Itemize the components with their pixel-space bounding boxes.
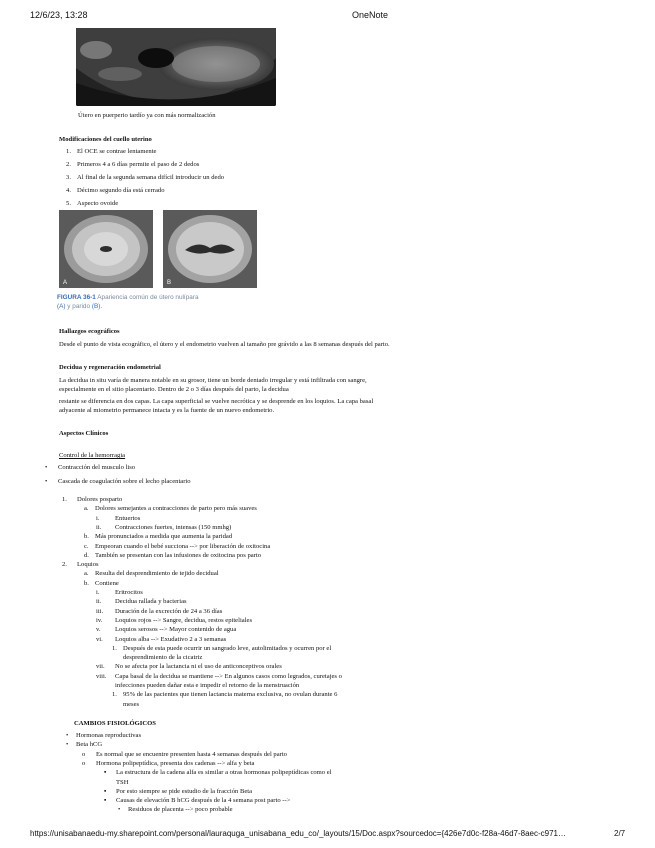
cervix-a-graphic bbox=[59, 210, 153, 288]
figure-caption bbox=[57, 294, 199, 311]
outline-text: Contracciones fuertes, intensas (150 mmhg) bbox=[115, 523, 232, 531]
outline-marker: vii. bbox=[96, 663, 105, 671]
decidua-paragraph-1: La decidua in situ varía de manera notable en su grosor, tiene un borde dentado irregular y está infiltrada con sangre, especialmente en el sitio placentario. Dentro de 2 o 3 días después del parto, la decidua bbox=[59, 377, 367, 394]
outline-marker: viii. bbox=[96, 672, 107, 680]
physio-text: Residuos de placenta --> poco probable bbox=[128, 806, 233, 814]
physio-text: Hormonas reproductivas bbox=[76, 732, 142, 739]
outline-text: Loquios rojos --> Sangre, decidua, restos epiteliales bbox=[115, 616, 253, 624]
outline-text: Loquios alba --> Exudativo 2 a 3 semanas bbox=[115, 635, 227, 643]
outline-marker: 1. bbox=[112, 691, 117, 699]
outline-text: Entuertos bbox=[115, 514, 141, 522]
ultrasound-caption: Útero en puerperio tardío ya con más normalización bbox=[78, 112, 216, 119]
outline-text: Dolores semejantes a contracciones de parto pero más suaves bbox=[95, 505, 257, 513]
outline-text: Eritrocitos bbox=[115, 589, 143, 596]
physio-marker: • bbox=[118, 806, 121, 814]
outline-marker: iv. bbox=[96, 616, 103, 624]
list-item: 4. Décimo segundo día está cerrado bbox=[66, 187, 165, 194]
ultrasound-graphic bbox=[76, 28, 276, 106]
outline-marker: ii. bbox=[96, 523, 102, 531]
outline-text: 95% de las pacientes que tienen lactancia materna exclusiva, no ovulan durante 6 bbox=[123, 691, 338, 699]
figure-caption-mid: y parido bbox=[65, 302, 92, 310]
decidua-section-title: Decidua y regeneración endometrial bbox=[59, 364, 161, 371]
outline-text: No se afecta por la lactancia ni el uso de anticonceptivos orales bbox=[115, 663, 282, 671]
clinical-section-title: Aspectos Clínicos bbox=[59, 430, 109, 437]
cervix-parous-image bbox=[163, 210, 257, 288]
outline-text: Loquios serosos --> Mayor contenido de agua bbox=[115, 626, 237, 634]
physio-marker: • bbox=[66, 732, 69, 739]
outline-marker: c. bbox=[84, 542, 89, 550]
physio-text: Hormona polipeptídica, presenta dos cadenas --> alfa y beta bbox=[96, 759, 255, 767]
outline-text: desprendimiento de la cicatriz bbox=[123, 654, 203, 662]
outline-marker: a. bbox=[84, 505, 89, 513]
list-item: • Contracción del musculo liso bbox=[45, 464, 136, 471]
outline-marker: a. bbox=[84, 570, 89, 578]
physio-text: Beta hCG bbox=[76, 741, 103, 749]
figure-caption-lead: FIGURA 36-1 bbox=[57, 294, 96, 301]
physio-text: Por esto siempre se pide estudio de la fracción Beta bbox=[116, 787, 253, 795]
outline-text: Contiene bbox=[95, 579, 119, 587]
outline-text: También se presentan con las infusiones de oxitocina pos parto bbox=[95, 551, 261, 559]
outline-marker: vi. bbox=[96, 635, 103, 643]
outline-text: Más pronunciados a medida que aumenta la paridad bbox=[95, 533, 233, 541]
list-item: 1. El OCE se contrae lentamente bbox=[66, 148, 157, 155]
figure-caption-text: Apariencia común de útero nulípara bbox=[95, 294, 199, 301]
ultrasound-image bbox=[76, 28, 276, 106]
physio-marker: ▪ bbox=[104, 769, 107, 777]
physio-marker: ▪ bbox=[104, 797, 107, 805]
print-header-datetime: 12/6/23, 13:28 bbox=[30, 10, 88, 20]
outline-text: Capa basal de la decidua se mantiene --> En algunos casos como legrados, curetajes o bbox=[115, 672, 342, 680]
cervix-nulliparous-image bbox=[59, 210, 153, 288]
outline-text: Empeoran cuando el bebé succiona --> por liberación de oxitocina bbox=[95, 542, 271, 550]
outline-marker: v. bbox=[96, 626, 101, 634]
eco-section-title: Hallazgos ecográficos bbox=[59, 328, 120, 335]
outline-text: Loquios bbox=[77, 561, 99, 569]
outline-marker: 1. bbox=[112, 644, 117, 652]
outline-marker: d. bbox=[84, 551, 89, 559]
figure-label-a: A bbox=[63, 280, 68, 286]
outline-marker: ii. bbox=[96, 598, 102, 606]
outline-text: Decidua rallada y bacterias bbox=[115, 598, 187, 606]
physio-list bbox=[0, 731, 655, 821]
outline-text: Resulta del desprendimiento de tejido decidual bbox=[95, 570, 219, 578]
print-footer-page: 2/7 bbox=[614, 829, 626, 838]
outline-marker: 1. bbox=[62, 496, 67, 503]
outline-marker: b. bbox=[84, 533, 89, 541]
physio-text: TSH bbox=[116, 778, 129, 786]
list-item: • Cascada de coagulación sobre el lecho placentario bbox=[45, 478, 191, 485]
print-footer-url: https://unisabanaedu-my.sharepoint.com/personal/lauraquga_unisabana_edu_co/_layouts/15/Doc.aspx?sourcedoc={426e7d0c-f28a-46d7-8aec-c971… bbox=[30, 829, 566, 838]
physio-text: Causas de elevación B hCG después de la 4 semana post parto --> bbox=[116, 797, 291, 805]
outline-text: meses bbox=[123, 700, 140, 708]
decidua-paragraph-2: restante se diferencia en dos capas. La capa superficial se vuelve necrótica y se desprende en los loquios. La capa basal adyacente al miometrio permanece intacta y es la fuente de un nuevo endometrio. bbox=[59, 398, 374, 415]
outline-marker: iii. bbox=[96, 607, 104, 615]
physio-marker: • bbox=[66, 741, 69, 749]
clinical-outline bbox=[0, 495, 655, 715]
cervix-section-title: Modificaciones del cuello uterino bbox=[59, 136, 152, 143]
figure-caption-a: (A) bbox=[57, 302, 66, 310]
figure-caption-b: (B). bbox=[91, 302, 103, 310]
outline-marker: i. bbox=[96, 589, 100, 596]
physio-section-title: CAMBIOS FISIOLÓGICOS bbox=[74, 720, 156, 727]
clinical-subtitle: Control de la hemorragia bbox=[59, 452, 126, 459]
outline-text: infecciones pueden dañar esta e impedir el retorno de la menstruación bbox=[115, 682, 300, 689]
physio-marker: o bbox=[82, 750, 86, 758]
outline-text: Duración de la excreción de 24 a 36 días bbox=[115, 607, 223, 615]
list-item: 5. Aspecto ovoide bbox=[66, 200, 119, 207]
cervix-b-graphic bbox=[163, 210, 257, 288]
outline-marker: 2. bbox=[62, 561, 67, 569]
list-item: 3. Al final de la segunda semana difícil introducir un dedo bbox=[66, 174, 225, 181]
outline-marker: b. bbox=[84, 579, 89, 587]
outline-text: Dolores posparto bbox=[77, 496, 123, 503]
physio-text: La estructura de la cadena alfa es similar a otras hormonas polipeptídicas como el bbox=[116, 769, 332, 777]
outline-marker: i. bbox=[96, 514, 100, 522]
physio-marker: ▪ bbox=[104, 787, 107, 795]
list-item: 2. Primeros 4 a 6 días permite el paso de 2 dedos bbox=[66, 161, 200, 168]
physio-marker: o bbox=[82, 759, 86, 767]
outline-text: Después de esta puede ocurrir un sangrado leve, autolimitados y ocurren por el bbox=[123, 644, 332, 652]
eco-paragraph: Desde el punto de vista ecográfico, el útero y el endometrio vuelven al tamaño pre grávido a las 8 semanas después del parto. bbox=[59, 341, 390, 348]
figure-label-b: B bbox=[167, 280, 172, 286]
physio-text: Es normal que se encuentre presenten hasta 4 semanas después del parto bbox=[96, 750, 287, 758]
print-header-app: OneNote bbox=[352, 10, 389, 20]
